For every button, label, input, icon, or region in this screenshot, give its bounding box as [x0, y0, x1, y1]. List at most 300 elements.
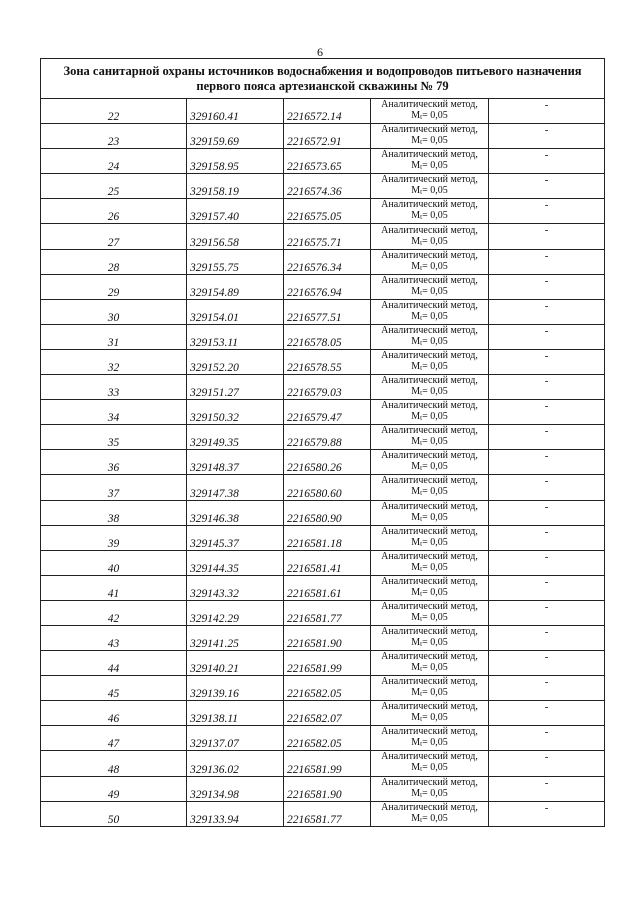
y-coordinate: 2216581.41 — [284, 550, 371, 575]
table-row — [41, 224, 605, 249]
method-subscript: t — [420, 514, 423, 523]
method-subscript: t — [420, 715, 423, 724]
method-value: = 0,05 — [422, 160, 448, 172]
method-value: = 0,05 — [422, 737, 448, 749]
method-cell — [371, 475, 489, 500]
method-symbol: M — [411, 737, 421, 749]
method-value: = 0,05 — [422, 611, 448, 623]
method-accuracy — [371, 110, 488, 123]
method-label: Аналитический метод, — [381, 575, 478, 587]
method-cell — [371, 249, 489, 274]
y-coordinate: 2216582.05 — [284, 676, 371, 701]
method-symbol: M — [411, 310, 421, 322]
x-coordinate: 329159.69 — [187, 124, 284, 149]
dash-cell: - — [489, 174, 605, 199]
method-symbol: M — [411, 762, 421, 774]
point-number: 39 — [41, 525, 187, 550]
method-accuracy — [371, 461, 488, 474]
y-coordinate: 2216576.34 — [284, 249, 371, 274]
y-coordinate: 2216581.77 — [284, 801, 371, 826]
method-accuracy — [371, 210, 488, 223]
coordinates-table — [40, 58, 605, 827]
method-label: Аналитический метод, — [381, 475, 478, 487]
point-number: 33 — [41, 375, 187, 400]
method-accuracy — [371, 537, 488, 550]
method-cell — [371, 375, 489, 400]
method-accuracy — [371, 637, 488, 650]
y-coordinate: 2216581.99 — [284, 751, 371, 776]
method-subscript: t — [420, 313, 423, 322]
method-cell — [371, 676, 489, 701]
y-coordinate: 2216574.36 — [284, 174, 371, 199]
method-symbol: M — [411, 637, 421, 649]
method-cell — [371, 751, 489, 776]
dash-cell: - — [489, 801, 605, 826]
point-number: 35 — [41, 425, 187, 450]
x-coordinate: 329151.27 — [187, 375, 284, 400]
method-subscript: t — [420, 213, 423, 222]
y-coordinate: 2216579.47 — [284, 400, 371, 425]
method-label: Аналитический метод, — [381, 274, 478, 286]
method-label: Аналитический метод, — [381, 776, 478, 788]
table-row — [41, 400, 605, 425]
method-cell — [371, 776, 489, 801]
method-cell — [371, 701, 489, 726]
x-coordinate: 329143.32 — [187, 575, 284, 600]
point-number: 48 — [41, 751, 187, 776]
point-number: 49 — [41, 776, 187, 801]
method-symbol: M — [411, 411, 421, 423]
method-label: Аналитический метод, — [381, 751, 478, 763]
method-subscript: t — [420, 589, 423, 598]
method-accuracy — [371, 361, 488, 374]
method-subscript: t — [420, 389, 423, 398]
method-label: Аналитический метод, — [381, 149, 478, 161]
y-coordinate: 2216582.05 — [284, 726, 371, 751]
point-number: 42 — [41, 600, 187, 625]
method-symbol: M — [411, 335, 421, 347]
dash-cell: - — [489, 575, 605, 600]
method-symbol: M — [411, 536, 421, 548]
method-cell — [371, 149, 489, 174]
point-number: 50 — [41, 801, 187, 826]
method-value: = 0,05 — [422, 260, 448, 272]
x-coordinate: 329158.95 — [187, 149, 284, 174]
x-coordinate: 329138.11 — [187, 701, 284, 726]
method-value: = 0,05 — [422, 411, 448, 423]
method-accuracy — [371, 562, 488, 575]
method-accuracy — [371, 486, 488, 499]
method-value: = 0,05 — [422, 335, 448, 347]
method-cell — [371, 625, 489, 650]
method-cell — [371, 274, 489, 299]
method-accuracy — [371, 512, 488, 525]
dash-cell: - — [489, 375, 605, 400]
method-accuracy — [371, 386, 488, 399]
dash-cell: - — [489, 99, 605, 124]
point-number: 32 — [41, 349, 187, 374]
table-row — [41, 550, 605, 575]
method-label: Аналитический метод, — [381, 500, 478, 512]
y-coordinate: 2216572.14 — [284, 99, 371, 124]
method-subscript: t — [420, 439, 423, 448]
table-row — [41, 475, 605, 500]
method-value: = 0,05 — [422, 662, 448, 674]
y-coordinate: 2216580.60 — [284, 475, 371, 500]
method-label: Аналитический метод, — [381, 626, 478, 638]
method-symbol: M — [411, 160, 421, 172]
page-number: 6 — [317, 45, 323, 59]
method-label: Аналитический метод, — [381, 651, 478, 663]
method-label: Аналитический метод, — [381, 249, 478, 261]
point-number: 34 — [41, 400, 187, 425]
method-symbol: M — [411, 561, 421, 573]
method-accuracy — [371, 261, 488, 274]
method-accuracy — [371, 286, 488, 299]
x-coordinate: 329160.41 — [187, 99, 284, 124]
header-row — [41, 59, 605, 99]
method-subscript: t — [420, 363, 423, 372]
table-row — [41, 525, 605, 550]
method-subscript: t — [420, 163, 423, 172]
method-subscript: t — [420, 338, 423, 347]
y-coordinate: 2216573.65 — [284, 149, 371, 174]
dash-cell: - — [489, 299, 605, 324]
table-row — [41, 726, 605, 751]
point-number: 23 — [41, 124, 187, 149]
x-coordinate: 329157.40 — [187, 199, 284, 224]
method-cell — [371, 349, 489, 374]
method-symbol: M — [411, 787, 421, 799]
y-coordinate: 2216572.91 — [284, 124, 371, 149]
method-label: Аналитический метод, — [381, 801, 478, 813]
method-cell — [371, 450, 489, 475]
method-cell — [371, 224, 489, 249]
method-label: Аналитический метод, — [381, 174, 478, 186]
method-accuracy — [371, 712, 488, 725]
dash-cell: - — [489, 324, 605, 349]
method-subscript: t — [420, 188, 423, 197]
method-value: = 0,05 — [422, 386, 448, 398]
y-coordinate: 2216579.03 — [284, 375, 371, 400]
method-symbol: M — [411, 260, 421, 272]
point-number: 28 — [41, 249, 187, 274]
method-subscript: t — [420, 614, 423, 623]
y-coordinate: 2216577.51 — [284, 299, 371, 324]
y-coordinate: 2216581.99 — [284, 651, 371, 676]
table-row — [41, 324, 605, 349]
point-number: 22 — [41, 99, 187, 124]
method-cell — [371, 400, 489, 425]
method-accuracy — [371, 411, 488, 424]
point-number: 38 — [41, 500, 187, 525]
table-row — [41, 124, 605, 149]
dash-cell: - — [489, 776, 605, 801]
method-subscript: t — [420, 790, 423, 799]
point-number: 40 — [41, 550, 187, 575]
y-coordinate: 2216575.05 — [284, 199, 371, 224]
method-subscript: t — [420, 690, 423, 699]
method-symbol: M — [411, 611, 421, 623]
table-row — [41, 299, 605, 324]
x-coordinate: 329158.19 — [187, 174, 284, 199]
method-subscript: t — [420, 564, 423, 573]
x-coordinate: 329144.35 — [187, 550, 284, 575]
method-symbol: M — [411, 135, 421, 147]
method-cell — [371, 425, 489, 450]
method-subscript: t — [420, 113, 423, 122]
dash-cell: - — [489, 550, 605, 575]
dash-cell: - — [489, 600, 605, 625]
method-label: Аналитический метод, — [381, 550, 478, 562]
method-cell — [371, 575, 489, 600]
x-coordinate: 329136.02 — [187, 751, 284, 776]
method-accuracy — [371, 762, 488, 775]
method-subscript: t — [420, 138, 423, 147]
method-subscript: t — [420, 815, 423, 824]
y-coordinate: 2216582.07 — [284, 701, 371, 726]
method-value: = 0,05 — [422, 561, 448, 573]
method-cell — [371, 600, 489, 625]
method-label: Аналитический метод, — [381, 375, 478, 387]
table-row — [41, 676, 605, 701]
method-subscript: t — [420, 765, 423, 774]
dash-cell: - — [489, 224, 605, 249]
table-row — [41, 274, 605, 299]
method-label: Аналитический метод, — [381, 124, 478, 136]
x-coordinate: 329155.75 — [187, 249, 284, 274]
method-accuracy — [371, 612, 488, 625]
method-value: = 0,05 — [422, 310, 448, 322]
x-coordinate: 329148.37 — [187, 450, 284, 475]
y-coordinate: 2216581.90 — [284, 625, 371, 650]
table-row — [41, 450, 605, 475]
method-value: = 0,05 — [422, 285, 448, 297]
dash-cell: - — [489, 525, 605, 550]
x-coordinate: 329139.16 — [187, 676, 284, 701]
point-number: 26 — [41, 199, 187, 224]
method-cell — [371, 550, 489, 575]
method-value: = 0,05 — [422, 812, 448, 824]
method-label: Аналитический метод, — [381, 199, 478, 211]
method-value: = 0,05 — [422, 687, 448, 699]
method-subscript: t — [420, 414, 423, 423]
table-row — [41, 425, 605, 450]
table-row — [41, 751, 605, 776]
method-value: = 0,05 — [422, 486, 448, 498]
table-row — [41, 199, 605, 224]
y-coordinate: 2216580.90 — [284, 500, 371, 525]
method-label: Аналитический метод, — [381, 525, 478, 537]
dash-cell: - — [489, 651, 605, 676]
method-value: = 0,05 — [422, 235, 448, 247]
method-value: = 0,05 — [422, 536, 448, 548]
method-accuracy — [371, 236, 488, 249]
x-coordinate: 329152.20 — [187, 349, 284, 374]
method-symbol: M — [411, 687, 421, 699]
point-number: 43 — [41, 625, 187, 650]
method-cell — [371, 174, 489, 199]
table-row — [41, 600, 605, 625]
method-value: = 0,05 — [422, 787, 448, 799]
point-number: 24 — [41, 149, 187, 174]
point-number: 46 — [41, 701, 187, 726]
method-accuracy — [371, 135, 488, 148]
method-cell — [371, 324, 489, 349]
method-accuracy — [371, 185, 488, 198]
table-row — [41, 99, 605, 124]
x-coordinate: 329154.01 — [187, 299, 284, 324]
method-value: = 0,05 — [422, 110, 448, 122]
x-coordinate: 329149.35 — [187, 425, 284, 450]
y-coordinate: 2216576.94 — [284, 274, 371, 299]
method-symbol: M — [411, 662, 421, 674]
method-subscript: t — [420, 640, 423, 649]
table-row — [41, 776, 605, 801]
method-subscript: t — [420, 263, 423, 272]
y-coordinate: 2216578.05 — [284, 324, 371, 349]
method-symbol: M — [411, 386, 421, 398]
method-cell — [371, 525, 489, 550]
dash-cell: - — [489, 676, 605, 701]
point-number: 36 — [41, 450, 187, 475]
method-value: = 0,05 — [422, 586, 448, 598]
point-number: 41 — [41, 575, 187, 600]
dash-cell: - — [489, 124, 605, 149]
method-cell — [371, 500, 489, 525]
method-label: Аналитический метод, — [381, 676, 478, 688]
method-cell — [371, 726, 489, 751]
dash-cell: - — [489, 726, 605, 751]
method-symbol: M — [411, 285, 421, 297]
method-value: = 0,05 — [422, 461, 448, 473]
dash-cell: - — [489, 249, 605, 274]
method-accuracy — [371, 788, 488, 801]
table-header — [41, 59, 605, 99]
method-value: = 0,05 — [422, 436, 448, 448]
method-label: Аналитический метод, — [381, 726, 478, 738]
point-number: 47 — [41, 726, 187, 751]
method-label: Аналитический метод, — [381, 349, 478, 361]
method-accuracy — [371, 813, 488, 826]
x-coordinate: 329133.94 — [187, 801, 284, 826]
table-row — [41, 149, 605, 174]
method-label: Аналитический метод, — [381, 425, 478, 437]
method-symbol: M — [411, 812, 421, 824]
method-subscript: t — [420, 489, 423, 498]
x-coordinate: 329147.38 — [187, 475, 284, 500]
method-symbol: M — [411, 712, 421, 724]
x-coordinate: 329140.21 — [187, 651, 284, 676]
method-cell — [371, 99, 489, 124]
method-value: = 0,05 — [422, 185, 448, 197]
x-coordinate: 329154.89 — [187, 274, 284, 299]
method-accuracy — [371, 436, 488, 449]
y-coordinate: 2216581.77 — [284, 600, 371, 625]
x-coordinate: 329134.98 — [187, 776, 284, 801]
method-label: Аналитический метод, — [381, 701, 478, 713]
method-accuracy — [371, 160, 488, 173]
method-cell — [371, 299, 489, 324]
dash-cell: - — [489, 751, 605, 776]
method-symbol: M — [411, 110, 421, 122]
method-cell — [371, 801, 489, 826]
y-coordinate: 2216580.26 — [284, 450, 371, 475]
table-row — [41, 801, 605, 826]
dash-cell: - — [489, 450, 605, 475]
method-symbol: M — [411, 436, 421, 448]
y-coordinate: 2216581.61 — [284, 575, 371, 600]
point-number: 30 — [41, 299, 187, 324]
table-row — [41, 575, 605, 600]
point-number: 45 — [41, 676, 187, 701]
table-row — [41, 174, 605, 199]
method-label: Аналитический метод, — [381, 299, 478, 311]
method-subscript: t — [420, 539, 423, 548]
table-row — [41, 375, 605, 400]
method-accuracy — [371, 587, 488, 600]
dash-cell: - — [489, 625, 605, 650]
dash-cell: - — [489, 475, 605, 500]
x-coordinate: 329156.58 — [187, 224, 284, 249]
method-value: = 0,05 — [422, 511, 448, 523]
method-value: = 0,05 — [422, 135, 448, 147]
method-accuracy — [371, 311, 488, 324]
method-symbol: M — [411, 185, 421, 197]
method-cell — [371, 199, 489, 224]
x-coordinate: 329153.11 — [187, 324, 284, 349]
method-value: = 0,05 — [422, 210, 448, 222]
method-label: Аналитический метод, — [381, 324, 478, 336]
method-accuracy — [371, 687, 488, 700]
method-value: = 0,05 — [422, 360, 448, 372]
y-coordinate: 2216579.88 — [284, 425, 371, 450]
table-row — [41, 625, 605, 650]
x-coordinate: 329141.25 — [187, 625, 284, 650]
point-number: 27 — [41, 224, 187, 249]
method-symbol: M — [411, 461, 421, 473]
method-symbol: M — [411, 486, 421, 498]
x-coordinate: 329142.29 — [187, 600, 284, 625]
point-number: 25 — [41, 174, 187, 199]
method-accuracy — [371, 336, 488, 349]
method-subscript: t — [420, 740, 423, 749]
y-coordinate: 2216575.71 — [284, 224, 371, 249]
method-cell — [371, 651, 489, 676]
table-body — [41, 59, 605, 827]
method-accuracy — [371, 662, 488, 675]
y-coordinate: 2216578.55 — [284, 349, 371, 374]
method-symbol: M — [411, 511, 421, 523]
dash-cell: - — [489, 349, 605, 374]
dash-cell: - — [489, 149, 605, 174]
table-row — [41, 500, 605, 525]
point-number: 44 — [41, 651, 187, 676]
method-subscript: t — [420, 238, 423, 247]
method-symbol: M — [411, 235, 421, 247]
dash-cell: - — [489, 425, 605, 450]
method-accuracy — [371, 737, 488, 750]
method-label: Аналитический метод, — [381, 99, 478, 111]
y-coordinate: 2216581.90 — [284, 776, 371, 801]
dash-cell: - — [489, 701, 605, 726]
table-row — [41, 651, 605, 676]
dash-cell: - — [489, 274, 605, 299]
method-value: = 0,05 — [422, 712, 448, 724]
method-label: Аналитический метод, — [381, 600, 478, 612]
coordinates-sheet — [40, 58, 604, 827]
method-label: Аналитический метод, — [381, 400, 478, 412]
